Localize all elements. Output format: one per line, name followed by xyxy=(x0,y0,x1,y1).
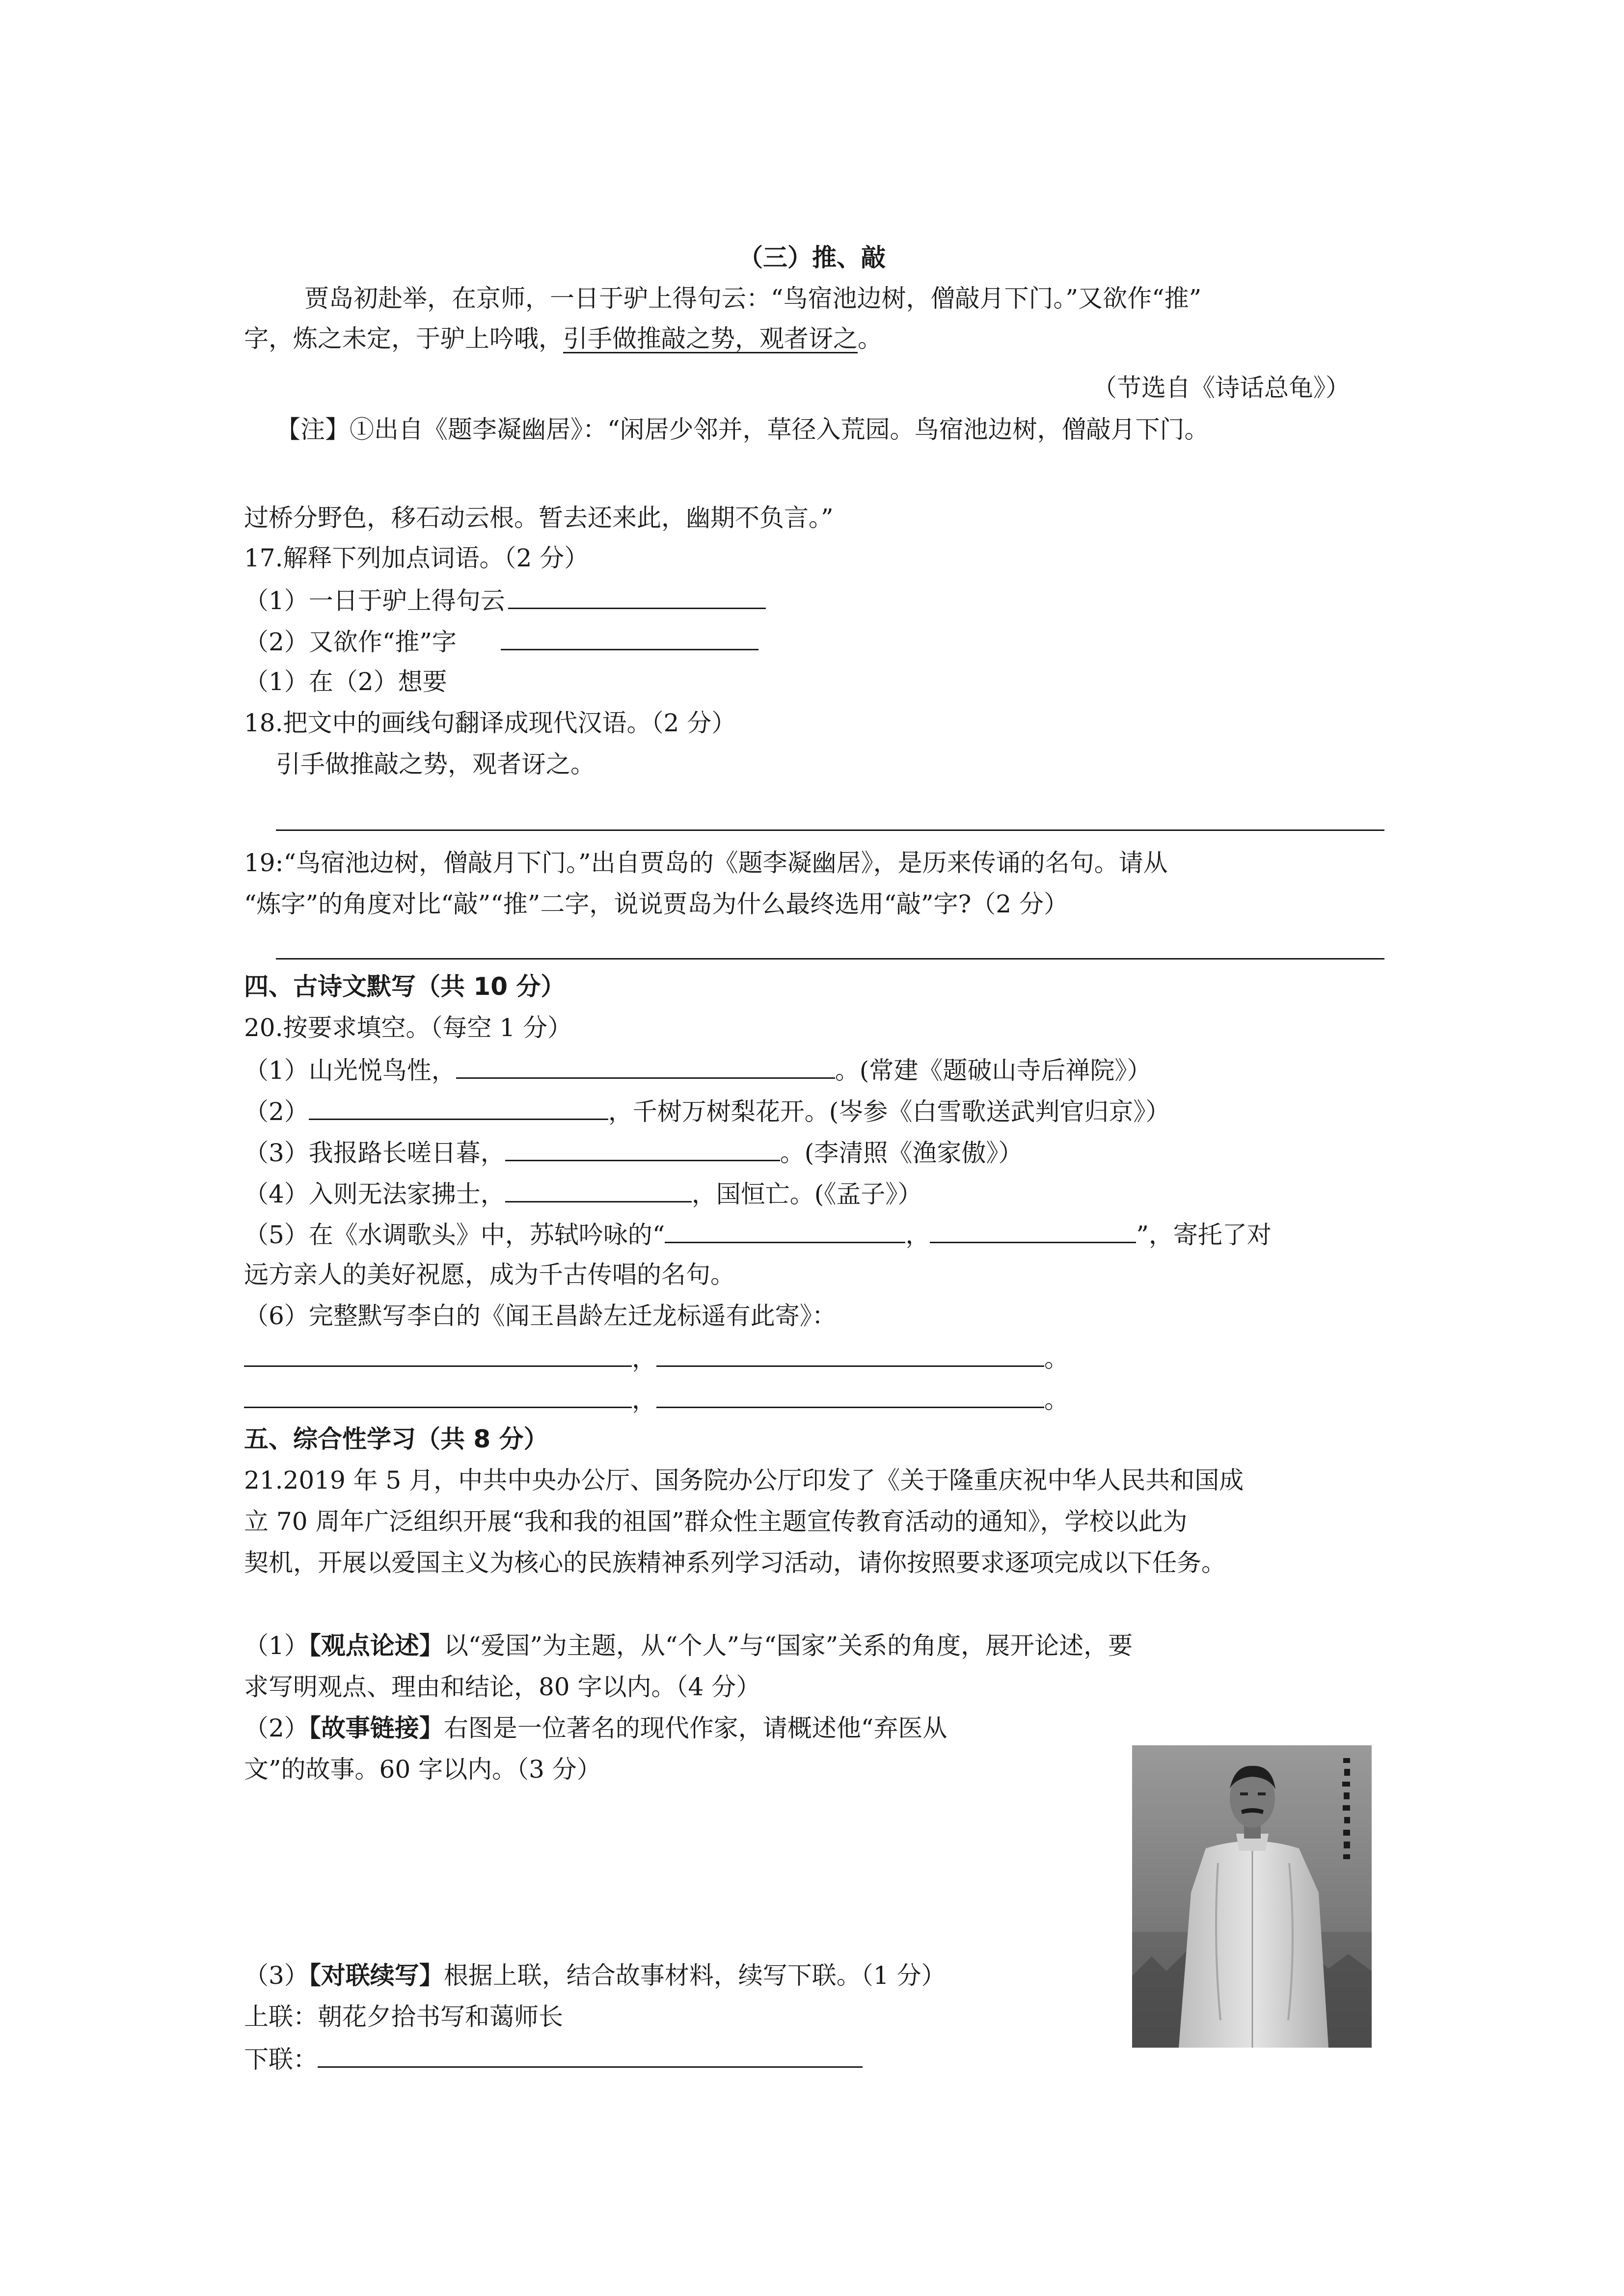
task-2-line-2: 文”的故事。60 字以内。（3 分） xyxy=(244,1755,601,1784)
writer-portrait-photo xyxy=(1132,1745,1372,2048)
task-3-line xyxy=(244,1958,946,1993)
passage-line-2 xyxy=(244,321,882,356)
answer-blank[interactable] xyxy=(656,1340,1044,1367)
lower-couplet-label: 下联： xyxy=(244,2045,318,2074)
question-20-item-6: （6）完整默写李白的《闻王昌龄左迁龙标遥有此寄》： xyxy=(244,1302,837,1330)
question-18-stem: 18.把文中的画线句翻译成现代汉语。（2 分） xyxy=(244,709,736,737)
task-2-number: （2） xyxy=(244,1714,309,1742)
answer-blank[interactable] xyxy=(656,1381,1044,1408)
passage-source: （节选自《诗话总龟》） xyxy=(1092,374,1350,402)
question-17-stem: 17.解释下列加点词语。（2 分） xyxy=(244,544,589,572)
task-3-number: （3） xyxy=(244,1961,309,1990)
question-17-item-2 xyxy=(244,623,758,659)
question-20-item-2-text: （2） xyxy=(244,1097,309,1126)
task-2-tag: 【故事链接】 xyxy=(308,1714,444,1742)
period: 。 xyxy=(1044,1386,1069,1414)
question-18-sentence: 引手做推敲之势，观者讶之。 xyxy=(276,750,595,778)
answer-blank[interactable] xyxy=(309,1093,608,1120)
task-2-line-1 xyxy=(244,1711,947,1745)
passage-line-2-text: 字，炼之未定，于驴上吟哦， xyxy=(244,324,563,353)
question-20-item-3 xyxy=(244,1134,1023,1170)
question-20-item-1-source: 。(常建《题破山寺后禅院》） xyxy=(835,1056,1152,1085)
answer-blank[interactable] xyxy=(244,1340,632,1367)
question-17-answer: （1）在（2）想要 xyxy=(244,667,447,696)
comma: ， xyxy=(905,1221,930,1249)
question-20-item-1 xyxy=(244,1052,1151,1088)
annotation-line-2: 过桥分野色，移石动云根。暂去还来此，幽期不负言。” xyxy=(244,504,834,532)
task-1-tag: 【观点论述】 xyxy=(308,1631,444,1660)
question-20-item-3-text: （3）我报路长嗟日暮， xyxy=(244,1139,505,1167)
lower-couplet xyxy=(244,2041,863,2077)
question-20-item-5 xyxy=(244,1216,1272,1252)
question-17-item-1-text: （1）一日于驴上得句云 xyxy=(244,587,505,615)
section-5-title: 五、综合性学习（共 8 分） xyxy=(244,1425,548,1453)
question-21-line-2: 立 70 周年广泛组织开展“我和我的祖国”群众性主题宣传教育活动的通知》，学校以此为 xyxy=(244,1507,1188,1536)
recitation-line-2 xyxy=(244,1381,1069,1417)
task-1-line-2: 求写明观点、理由和结论，80 字以内。（4 分） xyxy=(244,1673,761,1701)
question-20-item-4-text: （4）入则无法家拂士， xyxy=(244,1180,505,1208)
question-20-item-4 xyxy=(244,1175,922,1211)
task-3-text: 根据上联，结合故事材料，续写下联。（1 分） xyxy=(443,1961,946,1990)
passage-line-2-end: 。 xyxy=(858,324,882,353)
period: 。 xyxy=(1044,1344,1069,1373)
answer-blank[interactable] xyxy=(244,1381,632,1408)
answer-line[interactable] xyxy=(276,829,1384,831)
answer-blank[interactable] xyxy=(508,582,766,609)
answer-blank[interactable] xyxy=(456,1052,835,1079)
question-20-stem: 20.按要求填空。（每空 1 分） xyxy=(244,1014,572,1042)
question-21-line-1: 21.2019 年 5 月，中共中央办公厅、国务院办公厅印发了《关于隆重庆祝中华人民共和国成 xyxy=(244,1466,1244,1495)
comma: ， xyxy=(632,1386,656,1414)
task-1-number: （1） xyxy=(244,1631,309,1660)
answer-blank[interactable] xyxy=(501,623,758,650)
section-title-tui-qiao: （三）推、敲 xyxy=(738,243,886,272)
section-4-title: 四、古诗文默写（共 10 分） xyxy=(244,972,566,1001)
answer-blank[interactable] xyxy=(505,1175,692,1202)
question-20-item-4-source: ，国恒亡。(《孟子》） xyxy=(691,1180,922,1208)
question-20-item-5-text: （5）在《水调歌头》中，苏轼吟咏的“ xyxy=(244,1221,665,1249)
question-21-line-3: 契机，开展以爱国主义为核心的民族精神系列学习活动，请你按照要求逐项完成以下任务。 xyxy=(244,1548,1226,1577)
question-20-item-5-line-2: 远方亲人的美好祝愿，成为千古传唱的名句。 xyxy=(244,1260,735,1289)
answer-line[interactable] xyxy=(276,958,1384,960)
task-1-text: 以“爱国”为主题，从“个人”与“国家”关系的角度，展开论述，要 xyxy=(443,1631,1133,1660)
comma: ， xyxy=(632,1344,656,1373)
question-20-item-1-text: （1）山光悦鸟性， xyxy=(244,1056,456,1085)
answer-blank[interactable] xyxy=(318,2041,863,2068)
answer-blank[interactable] xyxy=(505,1134,780,1161)
question-17-item-1 xyxy=(244,582,766,618)
underlined-sentence: 引手做推敲之势，观者讶之 xyxy=(563,324,858,353)
question-20-item-3-source: 。(李清照《渔家傲》） xyxy=(780,1139,1023,1167)
question-19-line-1: 19:“鸟宿池边树，僧敲月下门。”出自贾岛的《题李凝幽居》，是历来传诵的名句。请从 xyxy=(244,849,1168,877)
question-17-item-2-text: （2）又欲作“推”字 xyxy=(244,628,457,656)
task-3-tag: 【对联续写】 xyxy=(308,1961,444,1990)
answer-blank[interactable] xyxy=(665,1216,905,1243)
passage-line-1: 贾岛初赴举，在京师，一日于驴上得句云：“鸟宿池边树，僧敲月下门。”又欲作“推” xyxy=(304,284,1202,313)
question-20-item-2-source: ，千树万树梨花开。(岑参《白雪歌送武判官归京》） xyxy=(608,1097,1170,1126)
question-20-item-2 xyxy=(244,1093,1170,1129)
recitation-line-1 xyxy=(244,1340,1069,1376)
upper-couplet: 上联：朝花夕拾书写和蔼师长 xyxy=(244,2002,563,2031)
answer-blank[interactable] xyxy=(930,1216,1136,1243)
task-2-text: 右图是一位著名的现代作家，请概述他“弃医从 xyxy=(443,1714,947,1742)
question-19-line-2: “炼字”的角度对比“敲”“推”二字，说说贾岛为什么最终选用“敲”字?（2 分） xyxy=(244,890,1069,918)
annotation-line-1: 【注】①出自《题李凝幽居》：“闲居少邻并，草径入荒园。鸟宿池边树，僧敲月下门。 xyxy=(276,415,1209,444)
question-20-item-5-tail: ”，寄托了对 xyxy=(1136,1221,1272,1249)
task-1-line-1 xyxy=(244,1629,1133,1663)
